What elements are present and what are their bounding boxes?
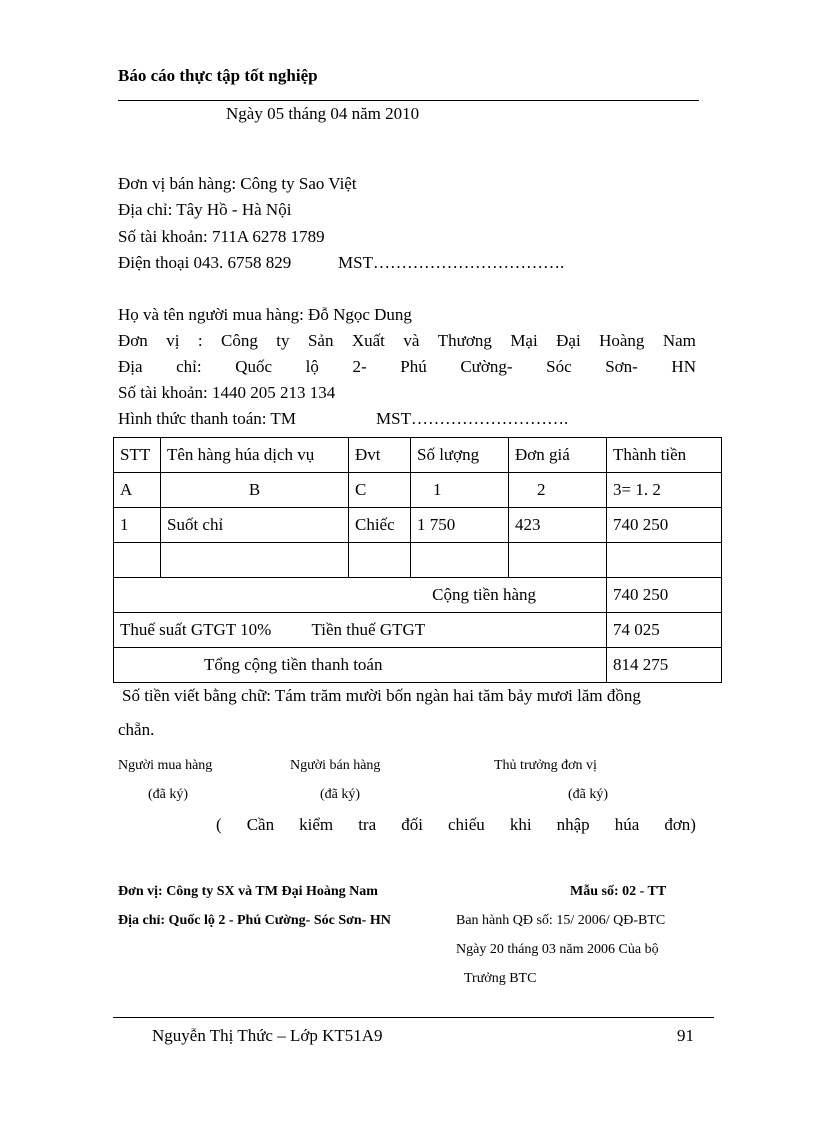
buyer-address-word: Địa (118, 357, 143, 376)
report-header-title: Báo cáo thực tập tốt nghiệp (118, 66, 318, 85)
vat-rate-label: Thuế suất GTGT 10% (120, 620, 272, 639)
buyer-unit-word: Đơn (118, 331, 148, 350)
receipt-issued-line1: Ban hành QĐ số: 15/ 2006/ QĐ-BTC (456, 913, 666, 928)
buyer-account: Số tài khoản: 1440 205 213 134 (118, 383, 336, 402)
subtotal-value: 740 250 (607, 578, 722, 613)
table-cell: Suốt chỉ (161, 508, 349, 543)
total-label: Tổng cộng tiền thanh toán (114, 648, 607, 683)
table-cell: 423 (509, 508, 607, 543)
buyer-unit-word: : (197, 331, 203, 350)
footer-author: Nguyễn Thị Thức – Lớp KT51A9 (152, 1026, 383, 1045)
signature-director-status: (đã ký) (568, 787, 609, 802)
signature-buyer-role: Người mua hàng (118, 758, 213, 773)
column-header: Đơn giá (509, 438, 607, 473)
page-number: 91 (677, 1026, 694, 1045)
buyer-address-word: Quốc (235, 357, 273, 376)
table-header-row (114, 438, 722, 473)
note-word: ( (216, 815, 222, 834)
table-cell (114, 543, 161, 578)
seller-unit: Đơn vị bán hàng: Công ty Sao Việt (118, 174, 357, 193)
buyer-address-word: Sóc (546, 357, 572, 376)
buyer-unit-word: Mại (510, 331, 538, 350)
receipt-unit: Đơn vị: Công ty SX và TM Đại Hoàng Nam (118, 884, 378, 899)
signature-seller-role: Người bán hàng (290, 758, 381, 773)
note-word: đối (401, 815, 423, 834)
table-row (114, 508, 722, 543)
vat-row (114, 613, 722, 648)
buyer-name: Họ và tên người mua hàng: Đỗ Ngọc Dung (118, 305, 412, 324)
table-cell: 3= 1. 2 (607, 473, 722, 508)
receipt-issued-line2: Ngày 20 tháng 03 năm 2006 Của bộ (456, 942, 659, 957)
buyer-unit-word: Xuất (351, 331, 385, 350)
signature-director-role: Thủ trưởng đơn vị (494, 758, 597, 773)
buyer-address-word: 2- (352, 357, 367, 376)
buyer-unit-word: ty (276, 331, 290, 350)
column-header: STT (114, 438, 161, 473)
receipt-issued-line3: Trưởng BTC (464, 971, 537, 986)
receipt-address: Địa chỉ: Quốc lộ 2 - Phú Cường- Sóc Sơn- HN (118, 913, 391, 928)
note-word: chiếu (447, 815, 485, 834)
column-header: Thành tiền (607, 438, 722, 473)
buyer-address-word: Phú (400, 357, 427, 376)
verification-note (216, 815, 696, 835)
buyer-unit-word: Công (221, 331, 258, 350)
header-divider (118, 100, 699, 101)
note-word: húa (614, 815, 640, 834)
buyer-unit-word: Sản (307, 331, 334, 350)
subtotal-row (114, 578, 722, 613)
total-value: 814 275 (607, 648, 722, 683)
table-cell (607, 543, 722, 578)
table-cell: 1 (114, 508, 161, 543)
note-word: kiểm (299, 815, 334, 834)
column-header: Tên hàng húa dịch vụ (161, 438, 349, 473)
note-word: khi (509, 815, 532, 834)
table-cell (161, 543, 349, 578)
buyer-unit-word: Hoàng (599, 331, 645, 350)
vat-labels-cell (114, 613, 607, 648)
subtotal-label: Cộng tiền hàng (114, 578, 607, 613)
table-cell: 2 (509, 473, 607, 508)
vat-value: 74 025 (607, 613, 722, 648)
note-word: Cần (246, 815, 275, 834)
table-cell: 1 (411, 473, 509, 508)
column-header: Đvt (349, 438, 411, 473)
buyer-unit-word: Nam (662, 331, 696, 350)
table-cell: 1 750 (411, 508, 509, 543)
buyer-unit (118, 331, 696, 351)
total-row (114, 648, 722, 683)
buyer-address-word: Sơn- (605, 357, 638, 376)
buyer-unit-word: Đại (556, 331, 581, 350)
table-cell: B (161, 473, 349, 508)
signature-seller-status: (đã ký) (320, 787, 361, 802)
payment-method: Hình thức thanh toán: TM (118, 409, 296, 428)
buyer-address (118, 357, 696, 377)
buyer-unit-word: Thương (437, 331, 492, 350)
buyer-address-word: lộ (305, 357, 319, 376)
vat-amount-label: Tiền thuế GTGT (311, 620, 426, 639)
buyer-address-word: Cường- (460, 357, 513, 376)
table-row-empty (114, 543, 722, 578)
footer-divider (113, 1017, 714, 1018)
amount-in-words-cont: chẵn. (118, 720, 155, 739)
buyer-address-word: chỉ: (176, 357, 202, 376)
seller-mst: MST……………………………. (338, 253, 565, 272)
buyer-unit-word: vị (166, 331, 180, 350)
table-cell (349, 543, 411, 578)
buyer-address-word: HN (671, 357, 696, 376)
note-word: đơn) (664, 815, 696, 834)
table-cell: 740 250 (607, 508, 722, 543)
invoice-date: Ngày 05 tháng 04 năm 2010 (226, 104, 420, 123)
seller-account: Số tài khoản: 711A 6278 1789 (118, 227, 325, 246)
receipt-form-number: Mẫu số: 02 - TT (570, 884, 667, 899)
buyer-mst: MST………………………. (376, 409, 569, 428)
table-cell: C (349, 473, 411, 508)
table-cell (509, 543, 607, 578)
table-code-row (114, 473, 722, 508)
amount-in-words: Số tiền viết bằng chữ: Tám trăm mười bốn ngàn hai tăm bảy mươi lăm đồng (122, 686, 641, 705)
table-cell (411, 543, 509, 578)
buyer-unit-word: và (403, 331, 420, 350)
invoice-table (113, 437, 722, 683)
table-cell: Chiếc (349, 508, 411, 543)
note-word: tra (358, 815, 377, 834)
seller-address: Địa chỉ: Tây Hồ - Hà Nội (118, 200, 292, 219)
column-header: Số lượng (411, 438, 509, 473)
table-cell: A (114, 473, 161, 508)
seller-phone: Điện thoại 043. 6758 829 (118, 253, 292, 272)
note-word: nhập (556, 815, 590, 834)
signature-buyer-status: (đã ký) (148, 787, 189, 802)
